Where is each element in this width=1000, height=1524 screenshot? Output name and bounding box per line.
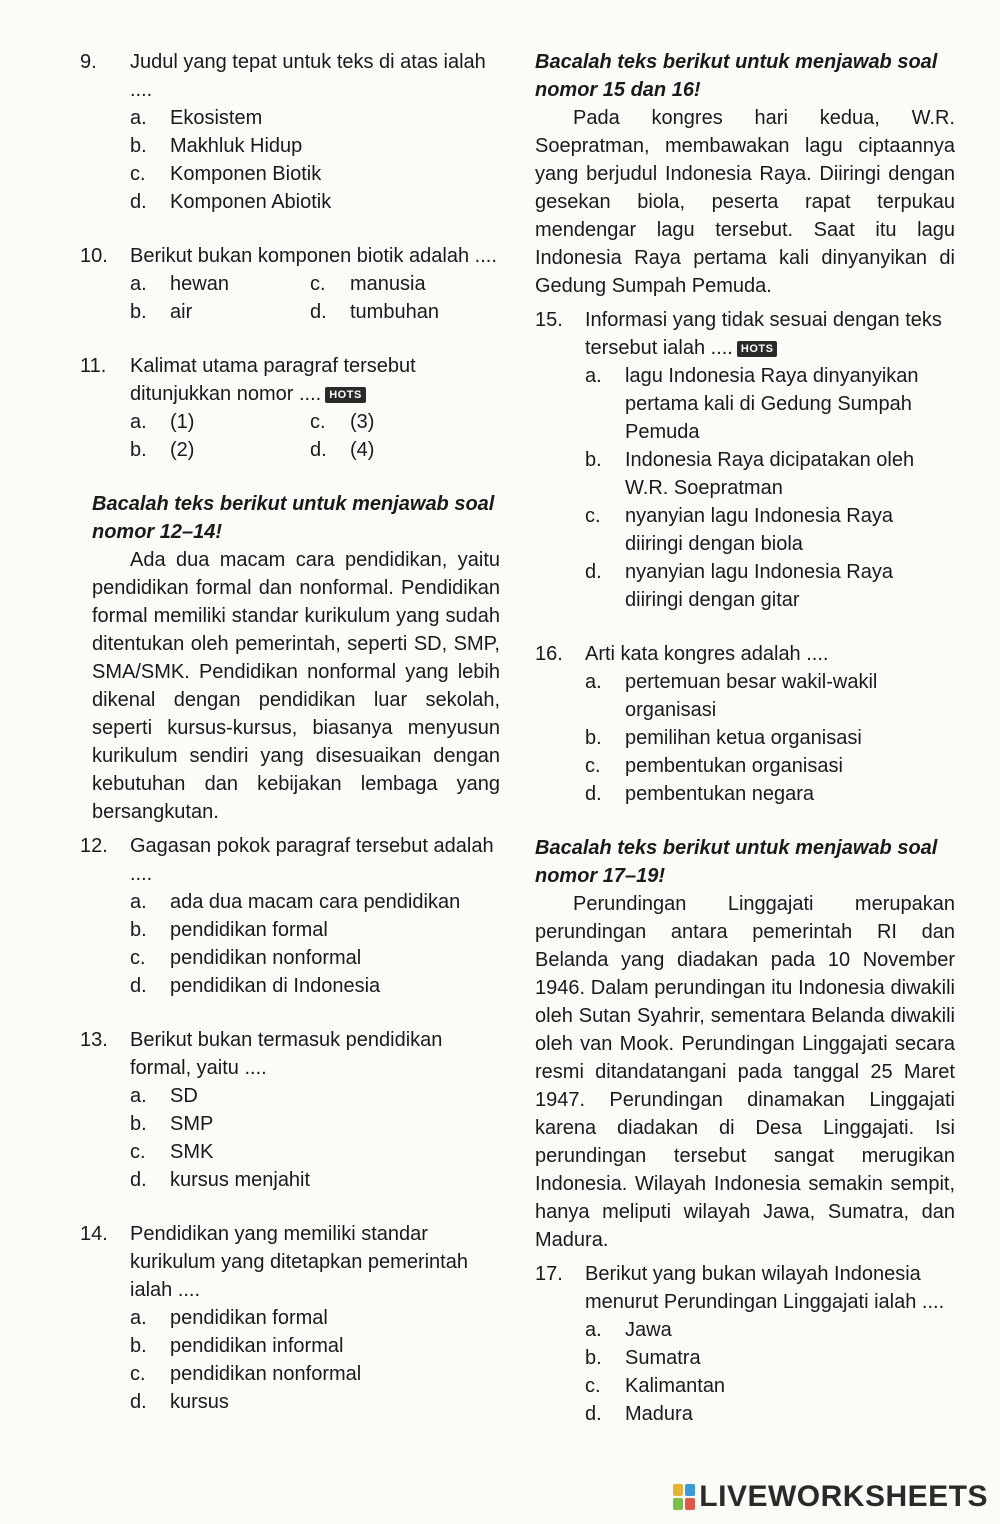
option-c[interactable]: c. pendidikan nonformal — [130, 1363, 362, 1385]
left-column — [80, 48, 500, 1442]
option-a[interactable]: a. ada dua macam cara pendidikan — [130, 891, 461, 913]
question-11 — [80, 352, 500, 464]
question-number: 14. — [80, 1223, 108, 1245]
option-d[interactable]: d. nyanyian lagu Indonesia Raya diiringi dengan gitar — [585, 561, 893, 611]
option-d[interactable]: d. pembentukan negara — [585, 783, 815, 805]
option-d[interactable]: d. (4) — [310, 439, 375, 461]
question-stem: Gagasan pokok paragraf tersebut adalah .... — [130, 835, 494, 885]
option-c[interactable]: c. Kalimantan — [585, 1375, 726, 1397]
passage-12-14 — [92, 490, 500, 826]
hots-badge: HOTS — [325, 387, 366, 403]
question-stem: Berikut yang bukan wilayah Indonesia menurut Perundingan Linggajati ialah .... — [585, 1263, 945, 1313]
option-b[interactable]: b. pendidikan informal — [130, 1335, 344, 1357]
option-c[interactable]: c. (3) — [310, 411, 375, 433]
passage-text: Ada dua macam cara pendidikan, yaitu pendidikan formal dan nonformal. Pendidikan formal memiliki standar kurikulum yang sudah ditentukan oleh pemerintah, seperti SD, SMP, SMA/SMK. Pendidikan nonformal yang lebih dikenal dengan pendidikan luar sekolah, seperti kursus-kursus, biasanya menyusun kurikulum sendiri yang disesuaikan dengan kebutuhan dan kebijakan lembaga yang bersangkutan. — [92, 549, 500, 823]
question-stem: Kalimat utama paragraf tersebut ditunjukkan nomor .... — [130, 355, 416, 405]
question-15 — [535, 306, 955, 614]
option-a[interactable]: a. lagu Indonesia Raya dinyanyikan pertama kali di Gedung Sumpah Pemuda — [585, 365, 919, 443]
option-b[interactable]: b. Makhluk Hidup — [130, 135, 303, 157]
option-d[interactable]: d. Madura — [585, 1403, 693, 1425]
option-d[interactable]: d. pendidikan di Indonesia — [130, 975, 381, 997]
question-14 — [80, 1220, 500, 1416]
question-number: 15. — [535, 309, 563, 331]
option-a[interactable]: a. pertemuan besar wakil-wakil organisasi — [585, 671, 878, 721]
question-stem: Judul yang tepat untuk teks di atas ialah .... — [130, 51, 486, 101]
question-number: 13. — [80, 1029, 108, 1051]
question-stem: Pendidikan yang memiliki standar kurikulum yang ditetapkan pemerintah ialah .... — [130, 1223, 468, 1301]
passage-17-19 — [535, 834, 955, 1254]
question-number: 11. — [80, 355, 107, 377]
option-c[interactable]: c. SMK — [130, 1141, 214, 1163]
logo-square-2 — [685, 1484, 695, 1496]
option-b[interactable]: b. (2) — [130, 439, 195, 461]
question-number: 9. — [80, 51, 97, 73]
passage-heading: Bacalah teks berikut untuk menjawab soal nomor 17–19! — [535, 837, 938, 887]
question-number: 10. — [80, 245, 108, 267]
hots-badge: HOTS — [737, 341, 778, 357]
logo-square-4 — [685, 1498, 695, 1510]
option-c[interactable]: c. pembentukan organisasi — [585, 755, 843, 777]
option-b[interactable]: b. SMP — [130, 1113, 214, 1135]
question-number: 16. — [535, 643, 563, 665]
question-13 — [80, 1026, 500, 1194]
question-17 — [535, 1260, 955, 1428]
option-a[interactable]: a. (1) — [130, 411, 195, 433]
option-c[interactable]: c. nyanyian lagu Indonesia Raya diiringi dengan biola — [585, 505, 893, 555]
question-stem: Berikut bukan termasuk pendidikan formal, yaitu .... — [130, 1029, 443, 1079]
question-16 — [535, 640, 955, 808]
passage-text: Pada kongres hari kedua, W.R. Soepratman, membawakan lagu ciptaannya yang berjudul Indonesia Raya. Diiringi dengan gesekan biola, peserta rapat terpukau mendengar lagu tersebut. Saat itu lagu Indonesia Raya pertama kali dinyanyikan di Gedung Sumpah Pemuda. — [535, 107, 955, 297]
logo-square-1 — [673, 1484, 683, 1496]
passage-heading: Bacalah teks berikut untuk menjawab soal nomor 15 dan 16! — [535, 51, 938, 101]
question-stem: Informasi yang tidak sesuai dengan teks tersebut ialah .... — [585, 309, 942, 359]
question-10 — [80, 242, 500, 326]
right-column — [535, 48, 955, 1454]
option-b[interactable]: b. air — [130, 301, 193, 323]
question-stem: Berikut bukan komponen biotik adalah .... — [130, 245, 497, 267]
option-c[interactable]: c. manusia — [310, 273, 426, 295]
option-a[interactable]: a. Ekosistem — [130, 107, 263, 129]
option-a[interactable]: a. Jawa — [585, 1319, 672, 1341]
option-b[interactable]: b. Sumatra — [585, 1347, 701, 1369]
question-stem: Arti kata kongres adalah .... — [585, 643, 829, 665]
liveworksheets-logo-icon — [673, 1484, 695, 1510]
passage-heading: Bacalah teks berikut untuk menjawab soal nomor 12–14! — [92, 493, 495, 543]
liveworksheets-logo[interactable] — [673, 1480, 988, 1514]
question-12 — [80, 832, 500, 1000]
option-c[interactable]: c. pendidikan nonformal — [130, 947, 362, 969]
option-b[interactable]: b. pendidikan formal — [130, 919, 328, 941]
option-c[interactable]: c. Komponen Biotik — [130, 163, 322, 185]
option-d[interactable]: d. kursus menjahit — [130, 1169, 311, 1191]
brand-name: LIVEWORKSHEETS — [699, 1480, 988, 1513]
question-9 — [80, 48, 500, 216]
question-number: 17. — [535, 1263, 563, 1285]
option-d[interactable]: d. tumbuhan — [310, 301, 439, 323]
question-number: 12. — [80, 835, 108, 857]
passage-15-16 — [535, 48, 955, 300]
option-a[interactable]: a. pendidikan formal — [130, 1307, 328, 1329]
logo-square-3 — [673, 1498, 683, 1510]
option-d[interactable]: d. Komponen Abiotik — [130, 191, 332, 213]
option-b[interactable]: b. pemilihan ketua organisasi — [585, 727, 862, 749]
option-a[interactable]: a. SD — [130, 1085, 198, 1107]
passage-text: Perundingan Linggajati merupakan perundingan antara pemerintah RI dan Belanda yang diadakan pada 10 November 1946. Dalam perundingan itu Indonesia diwakili oleh Sutan Syahrir, sementara Belanda diwakili oleh van Mook. Perundingan Linggajati secara resmi ditandatangani pada tanggal 25 Maret 1947. Perundingan dinamakan Linggajati karena diadakan di Desa Linggajati. Isi perundingan tersebut sangat merugikan Indonesia. Wilayah Indonesia semakin sempit, hanya meliputi wilayah Jawa, Sumatra, dan Madura. — [535, 893, 955, 1251]
option-d[interactable]: d. kursus — [130, 1391, 229, 1413]
option-a[interactable]: a. hewan — [130, 273, 229, 295]
option-b[interactable]: b. Indonesia Raya dicipatakan oleh W.R. Soepratman — [585, 449, 915, 499]
